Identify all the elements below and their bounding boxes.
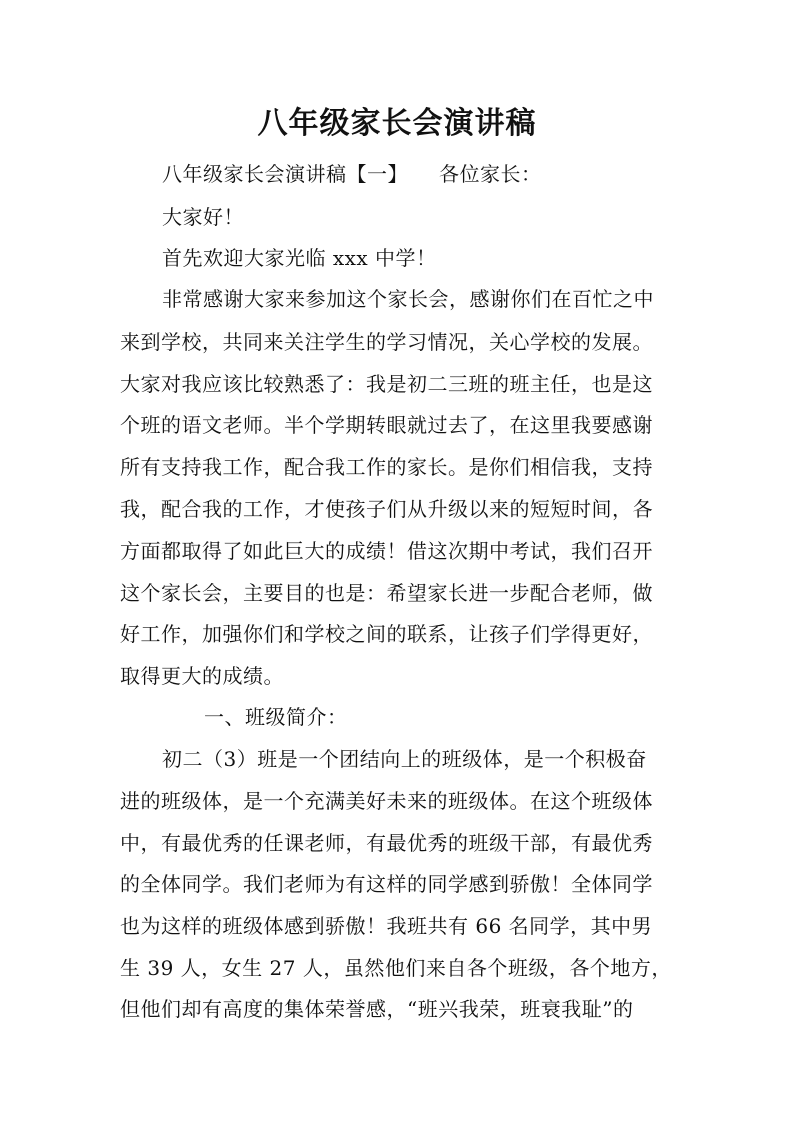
paragraph-line: 生 39 人，女生 27 人，虽然他们来自各个班级，各个地方， xyxy=(120,956,672,980)
paragraph-line: 个班的语文老师。半个学期转眼就过去了，在这里我要感谢 xyxy=(120,413,653,437)
document-title: 八年级家长会演讲稿 xyxy=(257,106,537,141)
paragraph-line: 取得更大的成绩。 xyxy=(120,664,284,688)
paragraph-line: 的全体同学。我们老师为有这样的同学感到骄傲！全体同学 xyxy=(120,872,653,896)
paragraph-line: 这个家长会，主要目的也是：希望家长进一步配合老师，做 xyxy=(120,581,653,605)
paragraph-line: 但他们却有高度的集体荣誉感，“班兴我荣，班衰我耻”的 xyxy=(120,997,634,1021)
paragraph-line: 来到学校，共同来关注学生的学习情况，关心学校的发展。 xyxy=(120,330,653,354)
paragraph-line: 也为这样的班级体感到骄傲！我班共有 66 名同学，其中男 xyxy=(120,914,653,938)
paragraph-line: 大家对我应该比较熟悉了：我是初二三班的班主任，也是这 xyxy=(120,372,653,396)
paragraph-line: 非常感谢大家来参加这个家长会，感谢你们在百忙之中 xyxy=(162,287,654,311)
paragraph-line: 所有支持我工作，配合我工作的家长。是你们相信我，支持 xyxy=(120,455,653,479)
paragraph-line: 进的班级体，是一个充满美好未来的班级体。在这个班级体 xyxy=(120,789,653,813)
paragraph-line: 我，配合我的工作，才使孩子们从升级以来的短短时间，各 xyxy=(120,497,653,521)
paragraph-line: 方面都取得了如此巨大的成绩！借这次期中考试，我们召开 xyxy=(120,539,653,563)
paragraph-line: 中，有最优秀的任课老师，有最优秀的班级干部，有最优秀 xyxy=(120,831,653,855)
paragraph-line: 好工作，加强你们和学校之间的联系，让孩子们学得更好， xyxy=(120,622,653,646)
paragraph-line: 首先欢迎大家光临 xxx 中学！ xyxy=(162,246,437,270)
section-heading: 一、班级简介： xyxy=(204,705,348,729)
paragraph-line: 初二（3）班是一个团结向上的班级体，是一个积极奋 xyxy=(162,747,647,771)
paragraph-line: 八年级家长会演讲稿【一】 各位家长： xyxy=(162,162,542,186)
paragraph-line: 大家好！ xyxy=(162,205,244,229)
